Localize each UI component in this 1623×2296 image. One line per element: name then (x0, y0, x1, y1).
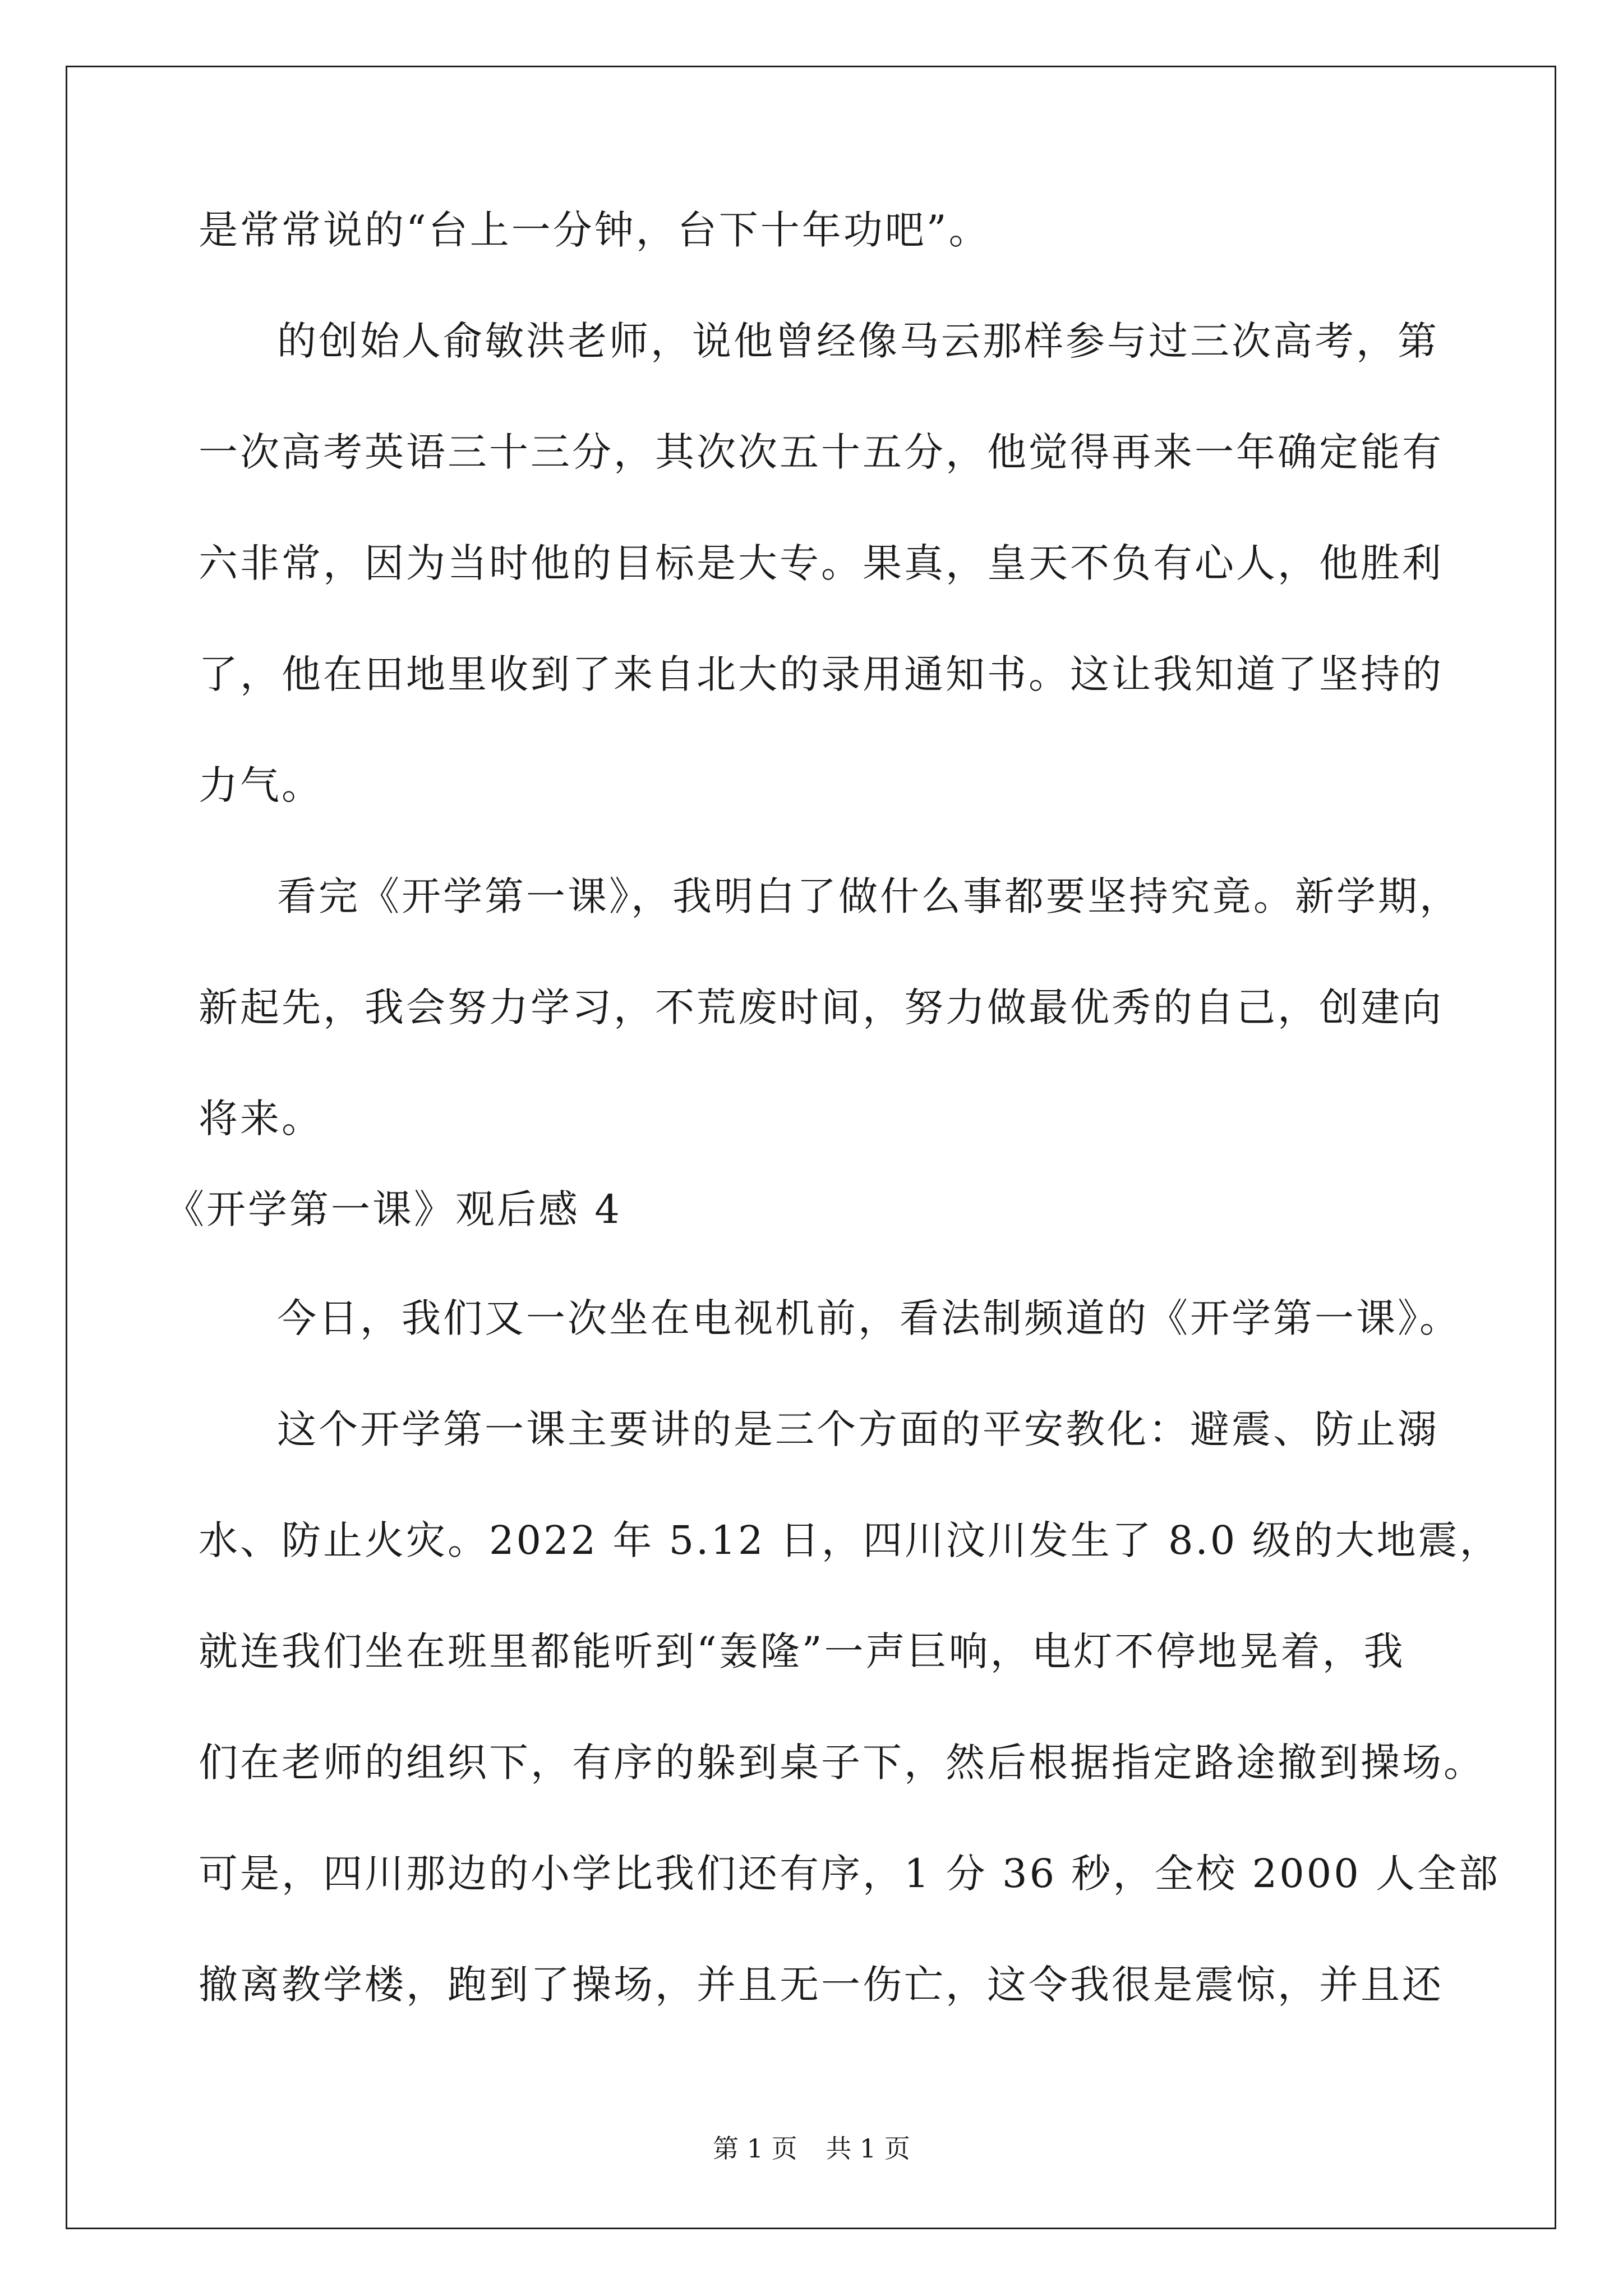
text-line-14: 就连我们坐在班里都能听到“轰隆”一声巨响，电灯不停地晃着，我 (199, 1628, 1405, 1674)
text-line-3: 一次高考英语三十三分，其次次五十五分，他觉得再来一年确定能有 (199, 429, 1444, 475)
text-line-4: 六非常，因为当时他的目标是大专。果真，皇天不负有心人，他胜利 (199, 540, 1444, 586)
page-border (66, 66, 1556, 2229)
text-line-2: 的创始人俞敏洪老师，说他曾经像马云那样参与过三次高考，第 (277, 318, 1439, 364)
text-line-15: 们在老师的组织下，有序的躲到桌子下，然后根据指定路途撤到操场。 (199, 1740, 1485, 1786)
text-line-11: 今日，我们又一次坐在电视机前，看法制频道的《开学第一课》。 (277, 1295, 1461, 1341)
page-footer (0, 2132, 1623, 2165)
text-line-9: 将来。 (199, 1096, 323, 1142)
text-line-1: 是常常说的“台上一分钟，台下十年功吧”。 (199, 207, 990, 253)
text-line-16: 可是，四川那边的小学比我们还有序，1 分 36 秒，全校 2000 人全部 (199, 1851, 1501, 1897)
text-line-7: 看完《开学第一课》，我明白了做什么事都要坚持究竟。新学期， (277, 873, 1461, 919)
text-line-12: 这个开学第一课主要讲的是三个方面的平安教化：避震、防止溺 (277, 1406, 1439, 1452)
text-line-6: 力气。 (199, 762, 323, 808)
text-line-13: 水、防止火灾。2022 年 5.12 日，四川汶川发生了 8.0 级的大地震， (199, 1517, 1501, 1563)
page-total: 共 1 页 (826, 2133, 910, 2164)
text-line-8: 新起先，我会努力学习，不荒废时间，努力做最优秀的自己，创建向 (199, 984, 1444, 1030)
text-line-17: 撤离教学楼，跑到了操场，并且无一伤亡，这令我很是震惊，并且还 (199, 1962, 1444, 2008)
text-line-5: 了，他在田地里收到了来自北大的录用通知书。这让我知道了坚持的 (199, 651, 1444, 697)
section-heading: 《开学第一课》观后感 4 (165, 1186, 622, 1232)
page-number: 第 1 页 (713, 2133, 797, 2164)
